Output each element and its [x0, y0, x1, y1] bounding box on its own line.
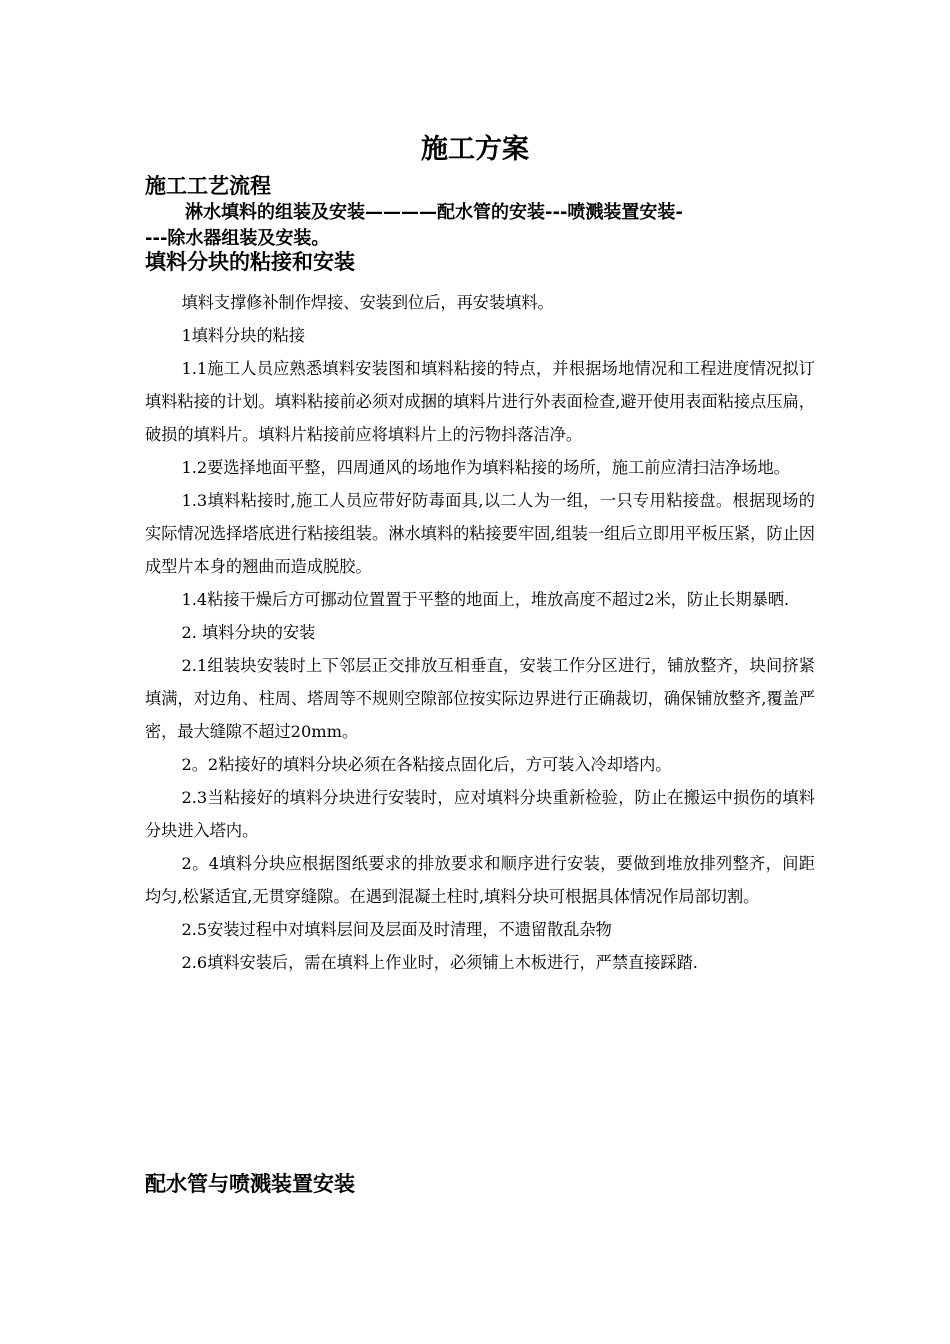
body-paragraph: 1.3填料粘接时,施工人员应带好防毒面具,以二人为一组，一只专用粘接盘。根据现场的实际情况选择塔底进行粘接组装。淋水填料的粘接要牢固,组装一组后立即用平板压紧，防止因成型片本身的翘曲而造成脱胶。 — [145, 491, 815, 576]
body-paragraph: 填料支撑修补制作焊接、安装到位后，再安装填料。 — [181, 293, 554, 312]
body-paragraph: 2.5安装过程中对填料层间及层面及时清理，不遗留散乱杂物 — [181, 920, 612, 939]
subheading-2: 2. 填料分块的安装 — [181, 623, 316, 642]
process-flow-text — [145, 200, 815, 252]
heading-construction-process: 施工工艺流程 — [145, 174, 271, 198]
heading-fill-bonding-installation: 填料分块的粘接和安装 — [145, 250, 355, 274]
subheading-1: 1填料分块的粘接 — [181, 326, 306, 345]
body-paragraph: 2.6填料安装后，需在填料上作业时，必须铺上木板进行，严禁直接踩踏. — [181, 953, 698, 972]
document-body — [145, 286, 815, 979]
heading-pipe-spray-installation: 配水管与喷溅装置安装 — [145, 1172, 355, 1196]
process-flow-line: 淋水填料的组装及安装————配水管的安装---喷溅装置安装- — [185, 202, 683, 223]
body-paragraph: 1.2要选择地面平整，四周通风的场地作为填料粘接的场所，施工前应清扫洁净场地。 — [181, 458, 790, 477]
body-paragraph: 1.4粘接干燥后方可挪动位置置于平整的地面上，堆放高度不超过2米，防止长期暴晒. — [181, 590, 790, 609]
document-title: 施工方案 — [421, 134, 529, 165]
body-paragraph: 2。2粘接好的填料分块必须在各粘接点固化后，方可装入冷却塔内。 — [181, 755, 672, 774]
body-paragraph: 2。4填料分块应根据图纸要求的排放要求和顺序进行安装，要做到堆放排列整齐，间距均匀,松紧适宜,无贯穿缝隙。在遇到混凝土柱时,填料分块可根据具体情况作局部切割。 — [145, 854, 815, 906]
process-flow-line: ---除水器组装及安装。 — [145, 228, 330, 249]
body-paragraph: 2.3当粘接好的填料分块进行安装时，应对填料分块重新检验，防止在搬运中损伤的填料分块进入塔内。 — [145, 788, 815, 840]
body-paragraph: 1.1施工人员应熟悉填料安装图和填料粘接的特点，并根据场地情况和工程进度情况拟订填料粘接的计划。填料粘接前必须对成捆的填料片进行外表面检查,避开使用表面粘接点压扁，破损的填料片。填料片粘接前应将填料片上的污物抖落洁净。 — [145, 359, 815, 444]
body-paragraph: 2.1组装块安装时上下邻层正交排放互相垂直，安装工作分区进行，铺放整齐，块间挤紧填满，对边角、柱周、塔周等不规则空隙部位按实际边界进行正确裁切，确保铺放整齐,覆盖严密，最大缝隙不超过20mm。 — [145, 656, 815, 741]
